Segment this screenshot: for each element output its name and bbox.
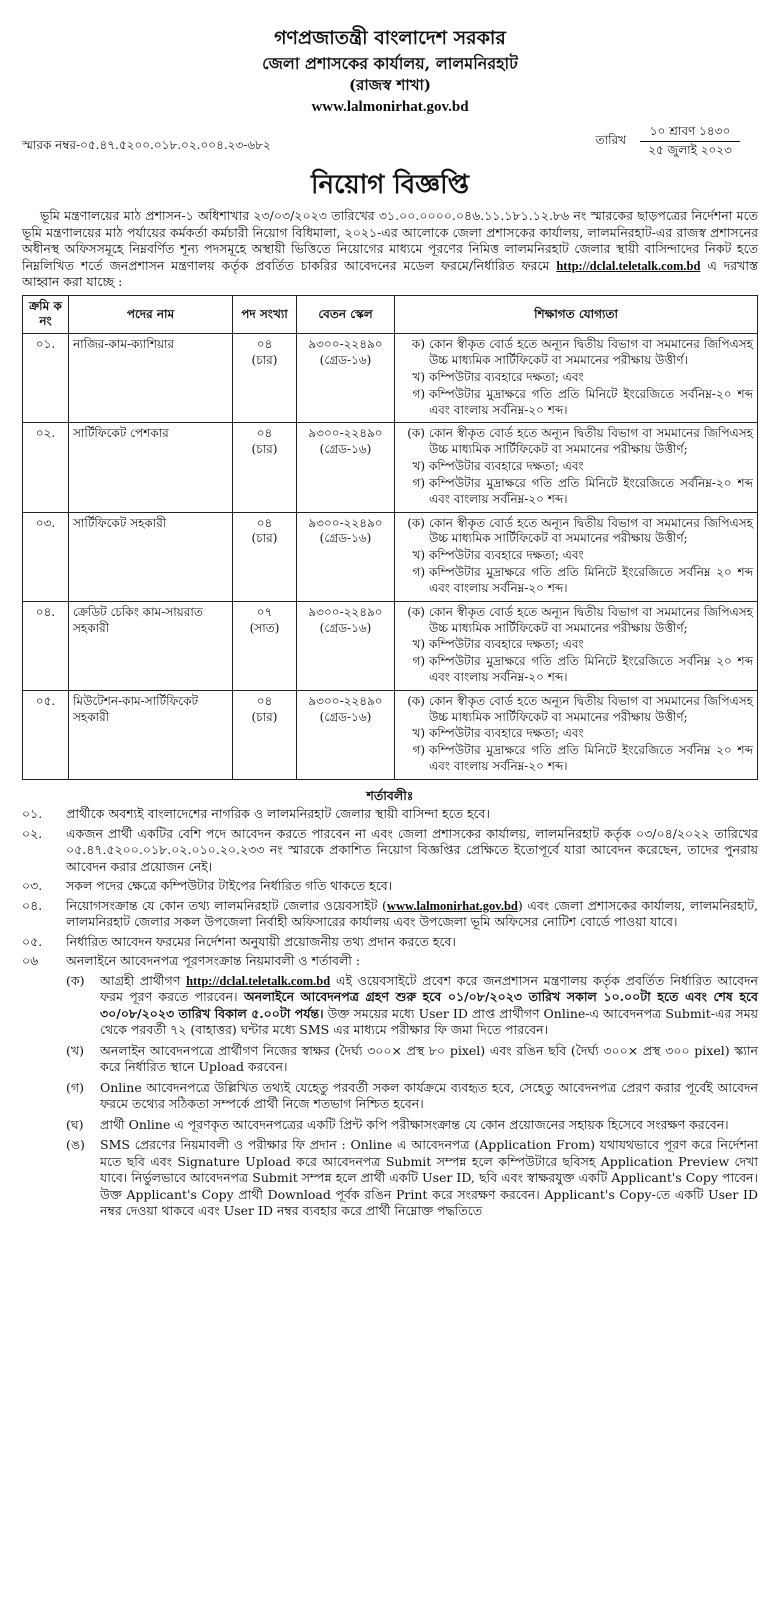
condition-number: ০২. — [22, 825, 43, 841]
pay-scale-cell — [297, 690, 395, 779]
serial-cell: ০৪. — [23, 601, 69, 690]
memo-row — [22, 122, 758, 162]
pay-grade: (গ্রেড-১৬) — [319, 709, 372, 724]
table-row — [23, 690, 758, 779]
post-count-cell — [233, 334, 297, 423]
condition-text: অনলাইনে আবেদনপত্র পূরণসংক্রান্ত নিয়মাবলী ও শর্তাবলী : — [66, 953, 361, 969]
condition-number: ০১. — [22, 806, 43, 822]
qualification-item — [399, 565, 753, 597]
qualification-key: ক) — [411, 337, 425, 352]
qualification-item — [399, 370, 753, 386]
qualification-item — [399, 654, 753, 686]
col-serial: ক্রমি ক নং — [23, 295, 69, 334]
condition-text-part: ) এবং জেলা প্রশাসকের কার্যালয়, লালমনিরহাট, লালমনিরহাট জেলার সকল উপজেলা নির্বাহী অফিসারের কার্যালয় এবং উপজেলা ভূমি অফিসের নোটিশ বোর্ডে পাওয়া যাবে। — [66, 897, 759, 930]
table-row — [23, 334, 758, 423]
pay-grade: (গ্রেড-১৬) — [319, 531, 372, 546]
qualification-item — [399, 459, 753, 475]
post-count: ০৭ — [256, 604, 273, 619]
qualification-key: (ক) — [407, 426, 425, 441]
qualification-text: কম্পিউটার মুদ্রাক্ষরে গতি প্রতি মিনিটে ইংরেজিতে সর্বনিম্ন ২০ শব্দ এবং বাংলায় সর্বনিম্ন-২০ শব্দ। — [429, 565, 753, 595]
intro-paragraph — [22, 208, 758, 291]
post-count: ০৪ — [256, 337, 273, 352]
qualification-text: কম্পিউটার ব্যবহারে দক্ষতা; এবং — [429, 548, 584, 563]
condition-6 — [22, 953, 758, 970]
online-rule-uma — [66, 1137, 758, 1220]
rule-text-part: উক্ত সময়ের মধ্যে User ID প্রাপ্ত প্রার্থীগণ Online-এ আবেদনপত্র Submit-এর সময় থেকে পরবর্তী ৭২ (বাহাত্তর) ঘন্টার মধ্যে SMS এর মাধ্যমে পরীক্ষার ফি জমা দিতে পারবেন। — [100, 1005, 758, 1038]
online-rule-ga — [66, 1080, 758, 1113]
rule-number: (গ) — [66, 1079, 84, 1095]
online-rule-ka — [66, 973, 758, 1039]
rule-text — [100, 973, 758, 1039]
rule-text: প্রার্থী Online এ পূরণকৃত আবেদনপত্রের একটি প্রিন্ট কপি পরীক্ষাসংক্রান্ত যে কোন প্রয়োজনের সহায়ক হিসেবে সংরক্ষণ করবেন। — [100, 1116, 729, 1132]
pay-grade: (গ্রেড-১৬) — [319, 620, 372, 635]
pay-scale: ৯৩০০-২২৪৯০ — [308, 604, 383, 619]
qualification-key: গ) — [412, 386, 425, 401]
pay-scale-cell — [297, 601, 395, 690]
post-name-cell: সার্টিফিকেট সহকারী — [69, 512, 233, 601]
qualification-text: কম্পিউটার মুদ্রাক্ষরে গতি প্রতি মিনিটে ইংরেজিতে সর্বনিম্ন ২০ শব্দ এবং বাংলায় সর্বনিম্ন-২০ শব্দ। — [429, 743, 753, 774]
rule-number: (ঙ) — [66, 1137, 85, 1153]
qualification-item — [399, 387, 753, 419]
posts-table — [22, 295, 758, 780]
rule-number: (খ) — [66, 1042, 84, 1058]
condition-number: ০৪. — [22, 897, 43, 913]
qualification-text: কোন স্বীকৃত বোর্ড হতে অন্যূন দ্বিতীয় বিভাগ বা সমমানের জিপিএসহ উচ্চ মাধ্যমিক সার্টিফিকেট বা সমমানের পরীক্ষায় উত্তীর্ণ; — [429, 604, 753, 635]
government-name: গণপ্রজাতন্ত্রী বাংলাদেশ সরকার — [274, 27, 506, 49]
qualification-text: কোন স্বীকৃত বোর্ড হতে অন্যূন দ্বিতীয় বিভাগ বা সমমানের জিপিএসহ উচ্চ মাধ্যমিক সার্টিফিকেট বা সমমানের পরীক্ষায় উত্তীর্ণ; — [429, 693, 753, 724]
intro-tail: এ দরখাস্ত আহ্বান করা যাচ্ছে : — [22, 257, 758, 290]
online-rule-kha — [66, 1043, 758, 1076]
pay-grade: (গ্রেড-১৬) — [319, 442, 372, 457]
col-post-count: পদ সংখ্যা — [233, 295, 297, 334]
condition-text — [66, 898, 758, 931]
rule-text: SMS প্রেরণের নিয়মাবলী ও পরীক্ষার ফি প্রদান : Online এ আবেদনপত্র (Application From) যথাযথভাবে পূরণ করে নির্দেশনা মতে ছবি এবং Signature Upload করে আবেদনপত্র Submit সম্পন্ন হলে কম্পিউটারে ছবিসহ Application Preview দেখা যাবে। নির্ভুলভাবে আবেদনপত্র Submit সম্পন্ন হলে প্রার্থী একটি User ID, ছবি এবং স্বাক্ষরযুক্ত একটি Applicant's Copy পাবেন। উক্ত Applicant's Copy প্রার্থী Download পূর্বক রঙিন Print করে সংরক্ষণ করবেন। Applicant's Copy-তে একটি User ID নম্বর দেওয়া থাকবে এবং User ID নম্বর ব্যবহার করে প্রার্থী নিম্নোক্ত পদ্ধতিতে — [100, 1137, 758, 1219]
pay-scale: ৯৩০০-২২৪৯০ — [308, 515, 383, 530]
qualification-cell — [395, 334, 758, 423]
conditions-title: শর্তাবলীঃ — [366, 787, 414, 803]
qualification-item — [399, 743, 753, 775]
pay-scale: ৯৩০০-২২৪৯০ — [308, 693, 383, 708]
post-count: ০৪ — [256, 693, 273, 708]
qualification-key: গ) — [412, 743, 425, 758]
qualification-key: খ) — [412, 369, 425, 384]
post-count-words: (চার) — [251, 442, 278, 457]
pay-scale: ৯৩০০-২২৪৯০ — [308, 337, 383, 352]
qualification-item — [399, 426, 753, 458]
qualification-text: কম্পিউটার ব্যবহারে দক্ষতা; এবং — [429, 369, 584, 384]
qualification-text: কোন স্বীকৃত বোর্ড হতে অন্যূন দ্বিতীয় বিভাগ বা সমমানের জিপিএসহ উচ্চ মাধ্যমিক সার্টিফিকেট বা সমমানের পরীক্ষায় উত্তীর্ণ; — [429, 426, 753, 457]
condition-number: ০৬ — [22, 953, 39, 969]
qualification-key: খ) — [412, 726, 425, 741]
qualification-item — [399, 605, 753, 637]
post-name-cell: মিউটেশন-কাম-সার্টিফিকেট সহকারী — [69, 690, 233, 779]
qualification-text: কোন স্বীকৃত বোর্ড হতে অন্যূন দ্বিতীয় বিভাগ বা সমমানের জিপিএসহ উচ্চ মাধ্যমিক সার্টিফিকেট বা সমমানের পরীক্ষায় উত্তীর্ণ। — [429, 337, 753, 368]
serial-cell: ০২. — [23, 423, 69, 512]
qualification-cell — [395, 690, 758, 779]
qualification-item — [399, 548, 753, 564]
qualification-key: খ) — [412, 548, 425, 563]
qualification-key: খ) — [412, 459, 425, 474]
condition-text-part: নিয়োগসংক্রান্ত যে কোন তথ্য লালমনিরহাট জেলার ওয়েবসাইট ( — [66, 897, 387, 913]
post-count: ০৪ — [256, 426, 273, 441]
branch-name: (রাজস্ব শাখা) — [349, 76, 431, 95]
post-name-cell: নাজির-কাম-ক্যাশিয়ার — [69, 334, 233, 423]
qualification-key: (ক) — [407, 693, 425, 708]
memo-date — [596, 124, 740, 159]
table-row — [23, 423, 758, 512]
table-row — [23, 512, 758, 601]
date-bangla: ১০ শ্রাবণ ১৪৩০ — [640, 124, 740, 142]
qualification-key: গ) — [412, 475, 425, 490]
online-rule-gha — [66, 1117, 758, 1134]
condition-text: নির্ধারিত আবেদন ফরমের নির্দেশনা অনুযায়ী প্রয়োজনীয় তথ্য প্রদান করতে হবে। — [66, 933, 456, 949]
serial-cell: ০৩. — [23, 512, 69, 601]
table-header-row — [23, 295, 758, 334]
post-name-cell: সার্টিফিকেট পেশকার — [69, 423, 233, 512]
post-count-words: (চার) — [251, 353, 278, 368]
qualification-key: খ) — [412, 637, 425, 652]
qualification-cell — [395, 423, 758, 512]
teletalk-link[interactable]: http://dclal.teletalk.com.bd — [186, 973, 331, 988]
post-count-cell — [233, 512, 297, 601]
pay-scale-cell — [297, 512, 395, 601]
post-count-cell — [233, 690, 297, 779]
col-post-name: পদের নাম — [69, 295, 233, 334]
qualification-cell — [395, 601, 758, 690]
qualification-key: গ) — [412, 654, 425, 669]
intro-text: ভূমি মন্ত্রণালয়ের মাঠ প্রশাসন-১ অধিশাখার ২৩/০৩/২০২৩ তারিখের ৩১.০০.০০০০.০৪৬.১১.১৮১.১২.৮৬ নং স্মারকের ছাড়পত্রের নির্দেশনা মতে ভূমি মন্ত্রণালয়ের মাঠ পর্যায়ের কর্মকর্তা কর্মচারী নিয়োগ বিধিমালা, ২০২১-এর আলোকে জেলা প্রশাসকের কার্যালয়, লালমনিরহাট-এর রাজস্ব প্রশাসনের অধীনস্থ অফিসসমূহে নিম্নবর্ণিত শূন্য পদসমূহে অস্থায়ী ভিত্তিতে নিয়োগের মাধ্যমে পূরণের নিমিত্ত লালমনিরহাট জেলার স্থায়ী বাসিন্দাদের নিকট হতে নিম্নলিখিত শর্তে জনপ্রশাসন মন্ত্রণালয় কর্তৃক প্রবর্তিত চাকরির আবেদনের মডেল ফরমে/নির্ধারিত ফরমে — [22, 208, 758, 273]
table-row — [23, 601, 758, 690]
qualification-text: কম্পিউটার ব্যবহারে দক্ষতা; এবং — [429, 637, 584, 652]
rule-text-part: এই ওয়েবসাইটে প্রবেশ করে জনপ্রশাসন মন্ত্রণালয় কর্তৃক প্রবর্তিত নির্ধারিত আবেদন ফরম পূরণ করতে পারবেন। — [100, 972, 758, 1005]
condition-number: ০৫. — [22, 933, 43, 949]
qualification-item — [399, 637, 753, 653]
condition-text: প্রার্থীকে অবশ্যই বাংলাদেশের নাগরিক ও লালমনিরহাট জেলার স্থায়ী বাসিন্দা হতে হবে। — [66, 806, 490, 822]
pay-scale-cell — [297, 423, 395, 512]
serial-cell: ০১. — [23, 334, 69, 423]
condition-4 — [22, 898, 758, 931]
pay-scale-cell — [297, 334, 395, 423]
qualification-text: কম্পিউটার মুদ্রাক্ষরে গতি প্রতি মিনিটে ইংরেজিতে সর্বনিম্ন-২০ শব্দ এবং বাংলায় সর্বনিম্ন-২০ শব্দ। — [429, 386, 753, 417]
rule-text: অনলাইন আবেদনপত্রে প্রার্থীগণ নিজের স্বাক্ষর (দৈর্ঘ্য ৩০০× প্রস্থ ৮০ pixel) এবং রঙিন ছবি (দৈর্ঘ্য ৩০০× প্রস্থ ৩০০ pixel) স্ক্যান করে নির্ধারিত স্থানে Upload করবেন। — [100, 1042, 758, 1075]
condition-2 — [22, 826, 758, 876]
application-period: অনলাইনে আবেদনপত্র গ্রহণ শুরু হবে ০১/০৮/২০২৩ তারিখ সকাল ১০.০০টা হতে এবং শেষ হবে ৩০/০৮/২০২৩ তারিখ বিকাল ৫.০০টা পর্যন্ত। — [100, 989, 758, 1021]
rule-number: (ঘ) — [66, 1116, 84, 1132]
qualification-text: কোন স্বীকৃত বোর্ড হতে অন্যূন দ্বিতীয় বিভাগ বা সমমানের জিপিএসহ উচ্চ মাধ্যমিক সার্টিফিকেট বা সমমানের পরীক্ষায় উত্তীর্ণ; — [429, 515, 753, 546]
condition-number: ০৩. — [22, 878, 43, 894]
date-label: তারিখ — [595, 133, 626, 148]
qualification-item — [399, 516, 753, 548]
qualification-text: কম্পিউটার ব্যবহারে দক্ষতা; এবং — [429, 459, 584, 474]
post-count: ০৪ — [256, 515, 273, 530]
qualification-key: (ক) — [407, 604, 425, 619]
posts-table-body — [23, 334, 758, 780]
post-name-cell: ক্রেডিট চেকিং কাম-সায়রাত সহকারী — [69, 601, 233, 690]
qualification-item — [399, 726, 753, 742]
condition-1 — [22, 806, 758, 823]
serial-cell: ০৫. — [23, 690, 69, 779]
qualification-text: কম্পিউটার ব্যবহারে দক্ষতা; এবং — [429, 726, 584, 741]
condition-text: একজন প্রার্থী একটির বেশি পদে আবেদন করতে পারবেন না এবং জেলা প্রশাসকের কার্যালয়, লালমনিরহাট কর্তৃক ০৩/০৪/২০২২ তারিখের ০৫.৪৭.৫২০০.০১৮.০২.০১০.২০.২৩৩ নং স্মারকে প্রকাশিত নিয়োগ বিজ্ঞপ্তির প্রেক্ষিতে ইতোপূর্বে যারা আবেদন করেছেন, তাদের পুনরায় আবেদন করার প্রয়োজন নেই। — [66, 825, 758, 874]
memo-reference: স্মারক নম্বর-০৫.৪৭.৫২০০.০১৮.০২.০০৪.২৩-৬৮২ — [22, 137, 271, 152]
district-website-link[interactable]: www.lalmonirhat.gov.bd — [386, 898, 518, 913]
rule-text: Online আবেদনপত্রে উল্লিখিত তথ্যই যেহেতু পরবর্তী সকল কার্যক্রমে ব্যবহৃত হবে, সেহেতু আবেদনপত্র প্রেরণ করার পূর্বেই আবেদন ফরমে তথ্যের সঠিকতা সম্পর্কে প্রার্থী নিজে শতভাগ নিশ্চিত হবেন। — [100, 1079, 758, 1112]
qualification-item — [399, 476, 753, 508]
application-site-link[interactable]: http://dclal.teletalk.com.bd — [556, 258, 701, 273]
qualification-text: কম্পিউটার মুদ্রাক্ষরে গতি প্রতি মিনিটে ইংরেজিতে সর্বনিম্ন-২০ শব্দ এবং বাংলায় সর্বনিম্ন-২০ শব্দ। — [429, 475, 753, 506]
qualification-key: (ক) — [407, 515, 425, 530]
qualification-cell — [395, 512, 758, 601]
qualification-item — [399, 694, 753, 726]
col-qualification: শিক্ষাগত যোগ্যতা — [395, 295, 758, 334]
office-website: www.lalmonirhat.gov.bd — [311, 98, 469, 115]
qualification-item — [399, 337, 753, 369]
date-english: ২৫ জুলাই ২০২৩ — [648, 142, 732, 157]
pay-grade: (গ্রেড-১৬) — [319, 353, 372, 368]
rule-number: (ক) — [66, 972, 85, 988]
condition-5 — [22, 934, 758, 951]
post-count-words: (সাত) — [249, 620, 280, 635]
letterhead — [22, 26, 758, 118]
qualification-text: কম্পিউটার মুদ্রাক্ষরে গতি প্রতি মিনিটে ইংরেজিতে সর্বনিম্ন ২০ শব্দ এবং বাংলায় সর্বনিম্ন-২০ শব্দ। — [429, 654, 753, 684]
post-count-cell — [233, 601, 297, 690]
condition-3 — [22, 878, 758, 895]
qualification-key: গ) — [412, 565, 425, 580]
notice-title: নিয়োগ বিজ্ঞপ্তি — [311, 169, 469, 200]
post-count-words: (চার) — [251, 531, 278, 546]
post-count-cell — [233, 423, 297, 512]
post-count-words: (চার) — [251, 709, 278, 724]
col-pay-scale: বেতন স্কেল — [297, 295, 395, 334]
pay-scale: ৯৩০০-২২৪৯০ — [308, 426, 383, 441]
office-name: জেলা প্রশাসকের কার্যালয়, লালমনিরহাট — [262, 54, 518, 74]
rule-text-part: আগ্রহী প্রার্থীগণ — [100, 972, 181, 988]
condition-text: সকল পদের ক্ষেত্রে কম্পিউটার টাইপের নির্ধারিত গতি থাকতে হবে। — [66, 878, 393, 894]
